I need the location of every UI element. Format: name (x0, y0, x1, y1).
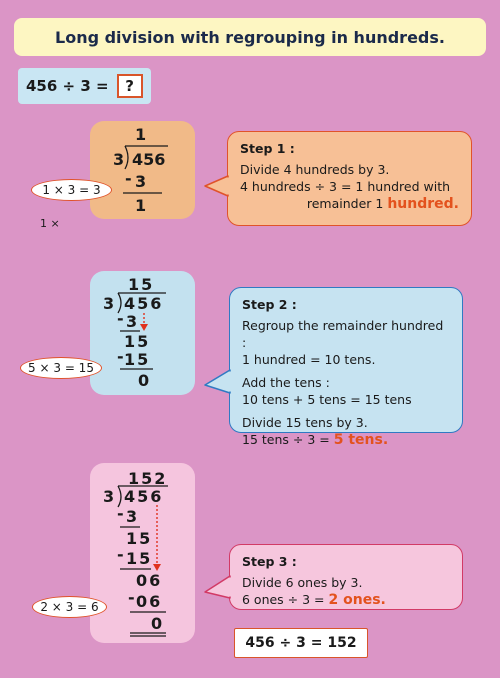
step1-stray-note: 1 × (40, 217, 60, 230)
step3-dividend: 456 (124, 487, 164, 506)
step2-line1: Regroup the remainder hundred : (242, 318, 444, 350)
step1-line3-text: remainder 1 (306, 196, 384, 211)
step1-title: Step 1 : (240, 141, 295, 156)
step3-minus-1: - (117, 504, 124, 523)
step2-line4: 10 tens + 5 tens = 15 tens (242, 392, 412, 407)
step3-bubble-text: 2 × 3 = 6 (40, 600, 99, 614)
step1-remainder: 1 (135, 196, 147, 215)
step3-sub2: 15 (126, 549, 153, 568)
step1-subtract: 3 (135, 172, 147, 191)
step1-minus-sign: - (125, 169, 132, 188)
step2-bubble-text: 5 × 3 = 15 (28, 361, 94, 375)
answer-placeholder: ? (117, 74, 143, 98)
step3-bring2: 06 (136, 571, 163, 590)
step1-dividend: 456 (132, 150, 166, 169)
step2-minus-1: - (117, 309, 124, 328)
page-title: Long division with regrouping in hundreds. (14, 18, 486, 56)
step3-remainder: 0 (151, 614, 163, 633)
step2-line3: Add the tens : (242, 375, 330, 390)
step3-sub3: 06 (136, 592, 163, 611)
step2-bring1: 15 (124, 332, 151, 351)
step3-line1: Divide 6 ones by 3. (242, 575, 363, 590)
step2-title: Step 2 : (242, 297, 297, 312)
step1-quotient: 1 (135, 125, 147, 144)
step3-highlight: 2 ones. (328, 592, 386, 608)
step2-line5: Divide 15 tens by 3. (242, 415, 368, 430)
step3-minus-2: - (117, 545, 124, 564)
step2-line6-text: 15 tens ÷ 3 = (242, 432, 330, 447)
step2-divisor: 3 (103, 294, 115, 313)
step3-minus-3: - (128, 588, 135, 607)
step2-sub1: 3 (126, 312, 138, 331)
step1-bubble-text: 1 × 3 = 3 (42, 183, 101, 197)
step2-highlight: 5 tens. (333, 432, 389, 448)
step1-line1: Divide 4 hundreds by 3. (240, 162, 390, 177)
step2-dividend: 456 (124, 294, 164, 313)
step3-title: Step 3 : (242, 554, 297, 569)
step1-line2: 4 hundreds ÷ 3 = 1 hundred with (240, 179, 451, 194)
step3-bring1: 15 (126, 529, 153, 548)
step3-divisor: 3 (103, 487, 115, 506)
question-expression: 456 ÷ 3 = (26, 77, 109, 95)
step2-quotient: 15 (128, 275, 155, 294)
step3-sub1: 3 (126, 507, 138, 526)
step3-line2-text: 6 ones ÷ 3 = (242, 592, 325, 607)
step2-line2: 1 hundred = 10 tens. (242, 352, 376, 367)
step1-divisor: 3 (113, 150, 125, 169)
step2-sub2: 15 (124, 350, 151, 369)
final-answer: 456 ÷ 3 = 152 (234, 628, 368, 658)
step2-remainder: 0 (138, 371, 150, 390)
step3-quotient: 152 (128, 469, 168, 488)
step2-minus-2: - (117, 347, 124, 366)
step1-highlight: hundred. (387, 196, 459, 212)
